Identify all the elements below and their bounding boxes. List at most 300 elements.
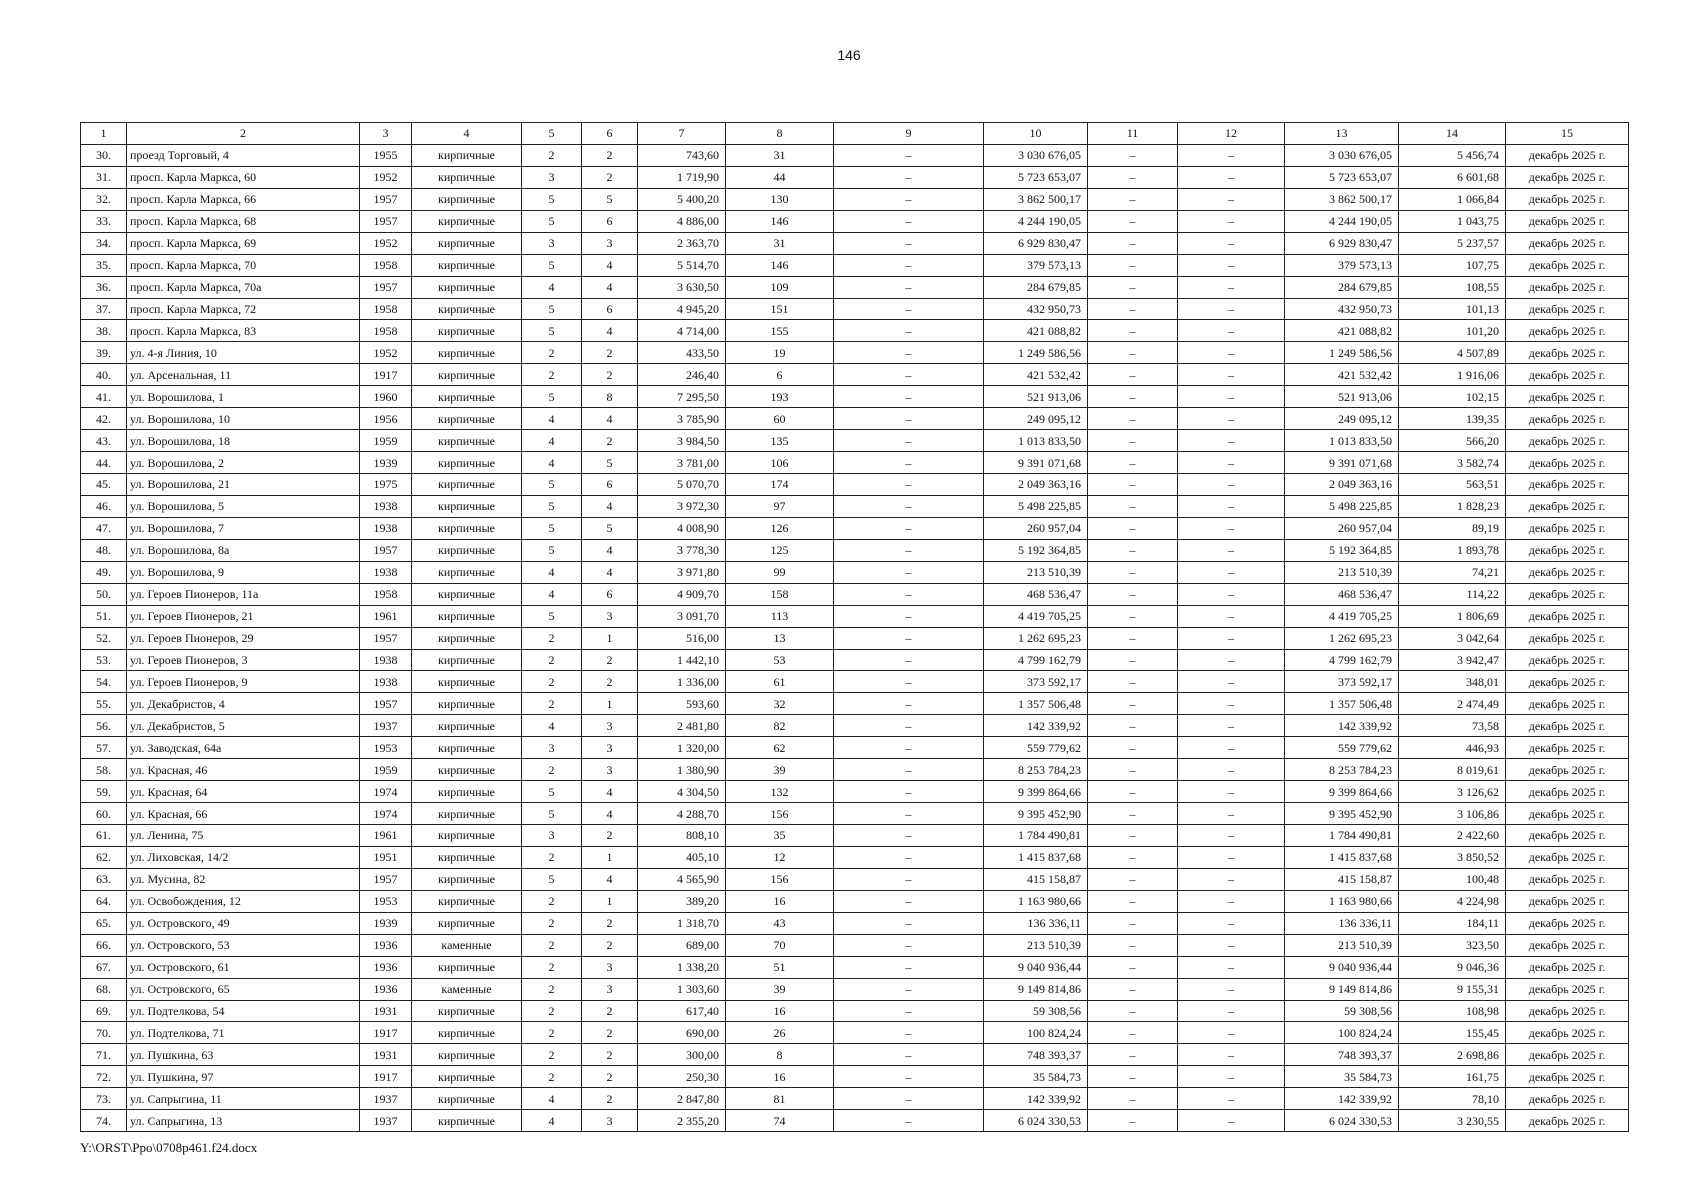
cell-col-9: – [834,452,984,474]
cell-col-11: – [1088,342,1178,364]
cell-col-5: 5 [522,517,582,539]
cell-col-11: – [1088,1088,1178,1110]
cell-col-2: ул. Декабристов, 4 [127,693,360,715]
cell-col-6: 1 [582,846,638,868]
cell-col-3: 1958 [360,320,412,342]
cell-col-1: 31. [81,166,127,188]
cell-col-7: 4 945,20 [638,298,726,320]
table-row [81,781,1629,803]
cell-col-6: 1 [582,693,638,715]
cell-col-3: 1953 [360,737,412,759]
table-row [81,144,1629,166]
cell-col-4: кирпичные [412,1088,522,1110]
cell-col-13: 213 510,39 [1285,561,1399,583]
cell-col-3: 1937 [360,1110,412,1132]
cell-col-6: 4 [582,781,638,803]
cell-col-3: 1958 [360,254,412,276]
cell-col-10: 4 799 162,79 [984,649,1088,671]
cell-col-14: 1 043,75 [1399,210,1506,232]
cell-col-13: 6 929 830,47 [1285,232,1399,254]
cell-col-12: – [1178,693,1285,715]
cell-col-7: 300,00 [638,1044,726,1066]
cell-col-5: 3 [522,166,582,188]
cell-col-7: 617,40 [638,1000,726,1022]
cell-col-3: 1931 [360,1000,412,1022]
cell-col-13: 4 419 705,25 [1285,605,1399,627]
cell-col-2: ул. Заводская, 64а [127,737,360,759]
cell-col-15: декабрь 2025 г. [1506,1000,1629,1022]
table-row [81,1022,1629,1044]
cell-col-4: кирпичные [412,1066,522,1088]
cell-col-6: 2 [582,1066,638,1088]
cell-col-5: 2 [522,890,582,912]
cell-col-9: – [834,1088,984,1110]
table-row [81,452,1629,474]
cell-col-7: 690,00 [638,1022,726,1044]
cell-col-1: 67. [81,956,127,978]
table-row [81,276,1629,298]
cell-col-9: – [834,1110,984,1132]
table-row [81,978,1629,1000]
cell-col-2: ул. Островского, 53 [127,934,360,956]
cell-col-10: 379 573,13 [984,254,1088,276]
column-header-6: 6 [582,123,638,145]
cell-col-1: 63. [81,868,127,890]
cell-col-1: 41. [81,386,127,408]
cell-col-3: 1952 [360,166,412,188]
cell-col-15: декабрь 2025 г. [1506,144,1629,166]
cell-col-9: – [834,386,984,408]
cell-col-10: 748 393,37 [984,1044,1088,1066]
cell-col-7: 389,20 [638,890,726,912]
cell-col-1: 71. [81,1044,127,1066]
cell-col-12: – [1178,166,1285,188]
cell-col-10: 1 415 837,68 [984,846,1088,868]
cell-col-3: 1917 [360,1022,412,1044]
cell-col-4: кирпичные [412,320,522,342]
cell-col-3: 1974 [360,781,412,803]
cell-col-9: – [834,561,984,583]
cell-col-15: декабрь 2025 г. [1506,495,1629,517]
cell-col-8: 97 [726,495,834,517]
cell-col-5: 4 [522,583,582,605]
column-header-10: 10 [984,123,1088,145]
cell-col-8: 16 [726,890,834,912]
cell-col-9: – [834,408,984,430]
cell-col-8: 39 [726,759,834,781]
cell-col-11: – [1088,474,1178,496]
cell-col-8: 158 [726,583,834,605]
column-header-9: 9 [834,123,984,145]
cell-col-13: 1 357 506,48 [1285,693,1399,715]
cell-col-1: 47. [81,517,127,539]
cell-col-12: – [1178,825,1285,847]
cell-col-2: ул. Героев Пионеров, 9 [127,671,360,693]
cell-col-14: 184,11 [1399,912,1506,934]
cell-col-7: 2 355,20 [638,1110,726,1132]
cell-col-7: 5 400,20 [638,188,726,210]
cell-col-7: 3 781,00 [638,452,726,474]
cell-col-7: 4 714,00 [638,320,726,342]
table-row [81,298,1629,320]
cell-col-3: 1957 [360,539,412,561]
cell-col-12: – [1178,715,1285,737]
table-row [81,495,1629,517]
cell-col-8: 8 [726,1044,834,1066]
cell-col-15: декабрь 2025 г. [1506,298,1629,320]
cell-col-11: – [1088,408,1178,430]
table-row [81,1066,1629,1088]
cell-col-8: 12 [726,846,834,868]
cell-col-12: – [1178,605,1285,627]
cell-col-5: 2 [522,649,582,671]
cell-col-7: 4 008,90 [638,517,726,539]
cell-col-2: ул. Красная, 46 [127,759,360,781]
cell-col-11: – [1088,232,1178,254]
cell-col-11: – [1088,166,1178,188]
cell-col-11: – [1088,1066,1178,1088]
cell-col-5: 5 [522,781,582,803]
cell-col-1: 51. [81,605,127,627]
cell-col-8: 156 [726,803,834,825]
cell-col-11: – [1088,583,1178,605]
cell-col-13: 5 498 225,85 [1285,495,1399,517]
cell-col-4: кирпичные [412,671,522,693]
housing-register-table [80,122,1629,1132]
cell-col-2: ул. Героев Пионеров, 29 [127,627,360,649]
table-row [81,1088,1629,1110]
cell-col-3: 1961 [360,825,412,847]
cell-col-6: 3 [582,759,638,781]
cell-col-12: – [1178,649,1285,671]
cell-col-10: 5 192 364,85 [984,539,1088,561]
cell-col-12: – [1178,539,1285,561]
cell-col-6: 3 [582,956,638,978]
table-row [81,693,1629,715]
cell-col-15: декабрь 2025 г. [1506,803,1629,825]
cell-col-6: 4 [582,408,638,430]
cell-col-11: – [1088,386,1178,408]
cell-col-10: 373 592,17 [984,671,1088,693]
cell-col-11: – [1088,693,1178,715]
cell-col-7: 3 778,30 [638,539,726,561]
cell-col-10: 3 862 500,17 [984,188,1088,210]
cell-col-8: 26 [726,1022,834,1044]
cell-col-12: – [1178,781,1285,803]
cell-col-5: 2 [522,934,582,956]
cell-col-9: – [834,693,984,715]
cell-col-12: – [1178,978,1285,1000]
cell-col-6: 2 [582,671,638,693]
cell-col-13: 379 573,13 [1285,254,1399,276]
cell-col-10: 9 399 864,66 [984,781,1088,803]
cell-col-5: 2 [522,1022,582,1044]
cell-col-3: 1974 [360,803,412,825]
cell-col-7: 4 288,70 [638,803,726,825]
cell-col-12: – [1178,1044,1285,1066]
cell-col-9: – [834,1022,984,1044]
cell-col-4: кирпичные [412,495,522,517]
cell-col-1: 39. [81,342,127,364]
cell-col-15: декабрь 2025 г. [1506,517,1629,539]
cell-col-4: кирпичные [412,386,522,408]
cell-col-3: 1937 [360,715,412,737]
cell-col-11: – [1088,912,1178,934]
cell-col-8: 51 [726,956,834,978]
cell-col-10: 213 510,39 [984,561,1088,583]
cell-col-11: – [1088,978,1178,1000]
cell-col-15: декабрь 2025 г. [1506,1044,1629,1066]
cell-col-13: 100 824,24 [1285,1022,1399,1044]
table-row [81,715,1629,737]
cell-col-6: 2 [582,912,638,934]
cell-col-14: 3 850,52 [1399,846,1506,868]
cell-col-13: 9 040 936,44 [1285,956,1399,978]
cell-col-8: 193 [726,386,834,408]
cell-col-8: 31 [726,144,834,166]
cell-col-8: 156 [726,868,834,890]
column-header-15: 15 [1506,123,1629,145]
cell-col-11: – [1088,298,1178,320]
cell-col-13: 4 244 190,05 [1285,210,1399,232]
cell-col-15: декабрь 2025 г. [1506,232,1629,254]
cell-col-7: 3 091,70 [638,605,726,627]
cell-col-13: 415 158,87 [1285,868,1399,890]
cell-col-8: 146 [726,210,834,232]
cell-col-11: – [1088,868,1178,890]
table-row [81,1044,1629,1066]
cell-col-7: 1 442,10 [638,649,726,671]
cell-col-7: 2 847,80 [638,1088,726,1110]
cell-col-13: 2 049 363,16 [1285,474,1399,496]
cell-col-9: – [834,649,984,671]
cell-col-6: 8 [582,386,638,408]
cell-col-4: кирпичные [412,144,522,166]
cell-col-7: 1 719,90 [638,166,726,188]
cell-col-15: декабрь 2025 г. [1506,934,1629,956]
cell-col-4: кирпичные [412,605,522,627]
cell-col-11: – [1088,517,1178,539]
cell-col-12: – [1178,254,1285,276]
cell-col-4: кирпичные [412,474,522,496]
cell-col-6: 2 [582,430,638,452]
cell-col-12: – [1178,430,1285,452]
cell-col-13: 521 913,06 [1285,386,1399,408]
cell-col-8: 125 [726,539,834,561]
cell-col-11: – [1088,1110,1178,1132]
document-file-path: Y:\ORST\Ppo\0708p461.f24.docx [80,1140,258,1155]
cell-col-12: – [1178,561,1285,583]
cell-col-9: – [834,912,984,934]
cell-col-6: 4 [582,495,638,517]
cell-col-11: – [1088,934,1178,956]
cell-col-9: – [834,166,984,188]
cell-col-5: 2 [522,978,582,1000]
cell-col-3: 1938 [360,649,412,671]
cell-col-11: – [1088,956,1178,978]
cell-col-10: 59 308,56 [984,1000,1088,1022]
cell-col-4: кирпичные [412,583,522,605]
cell-col-8: 74 [726,1110,834,1132]
cell-col-9: – [834,320,984,342]
cell-col-10: 421 532,42 [984,364,1088,386]
cell-col-1: 56. [81,715,127,737]
cell-col-5: 5 [522,868,582,890]
cell-col-12: – [1178,276,1285,298]
cell-col-6: 5 [582,452,638,474]
cell-col-3: 1959 [360,759,412,781]
cell-col-4: кирпичные [412,517,522,539]
cell-col-11: – [1088,890,1178,912]
cell-col-5: 5 [522,539,582,561]
cell-col-5: 2 [522,671,582,693]
cell-col-3: 1956 [360,408,412,430]
cell-col-12: – [1178,583,1285,605]
cell-col-13: 373 592,17 [1285,671,1399,693]
cell-col-4: кирпичные [412,210,522,232]
cell-col-4: кирпичные [412,1022,522,1044]
cell-col-3: 1936 [360,956,412,978]
cell-col-12: – [1178,232,1285,254]
cell-col-12: – [1178,364,1285,386]
cell-col-11: – [1088,605,1178,627]
cell-col-2: ул. Ворошилова, 5 [127,495,360,517]
cell-col-1: 37. [81,298,127,320]
cell-col-2: просп. Карла Маркса, 69 [127,232,360,254]
cell-col-1: 42. [81,408,127,430]
cell-col-12: – [1178,495,1285,517]
table-row [81,671,1629,693]
cell-col-6: 6 [582,474,638,496]
cell-col-5: 5 [522,474,582,496]
table-row [81,912,1629,934]
cell-col-14: 1 893,78 [1399,539,1506,561]
cell-col-4: кирпичные [412,956,522,978]
cell-col-3: 1958 [360,298,412,320]
cell-col-15: декабрь 2025 г. [1506,1088,1629,1110]
cell-col-14: 4 507,89 [1399,342,1506,364]
cell-col-4: кирпичные [412,364,522,386]
cell-col-5: 4 [522,452,582,474]
cell-col-2: ул. Героев Пионеров, 11а [127,583,360,605]
cell-col-13: 260 957,04 [1285,517,1399,539]
cell-col-7: 1 303,60 [638,978,726,1000]
cell-col-15: декабрь 2025 г. [1506,210,1629,232]
cell-col-6: 6 [582,298,638,320]
cell-col-8: 31 [726,232,834,254]
cell-col-5: 5 [522,386,582,408]
cell-col-7: 250,30 [638,1066,726,1088]
cell-col-15: декабрь 2025 г. [1506,342,1629,364]
cell-col-9: – [834,430,984,452]
cell-col-8: 155 [726,320,834,342]
cell-col-14: 1 916,06 [1399,364,1506,386]
cell-col-1: 62. [81,846,127,868]
cell-col-11: – [1088,144,1178,166]
cell-col-5: 3 [522,737,582,759]
cell-col-9: – [834,364,984,386]
cell-col-5: 4 [522,715,582,737]
cell-col-15: декабрь 2025 г. [1506,364,1629,386]
table-row [81,583,1629,605]
cell-col-7: 7 295,50 [638,386,726,408]
cell-col-15: декабрь 2025 г. [1506,386,1629,408]
cell-col-7: 246,40 [638,364,726,386]
cell-col-14: 3 942,47 [1399,649,1506,671]
cell-col-1: 70. [81,1022,127,1044]
cell-col-10: 5 498 225,85 [984,495,1088,517]
cell-col-15: декабрь 2025 г. [1506,320,1629,342]
cell-col-11: – [1088,825,1178,847]
cell-col-2: ул. Ленина, 75 [127,825,360,847]
cell-col-7: 4 909,70 [638,583,726,605]
cell-col-11: – [1088,1044,1178,1066]
cell-col-8: 62 [726,737,834,759]
table-row [81,759,1629,781]
cell-col-2: ул. Ворошилова, 7 [127,517,360,539]
cell-col-8: 106 [726,452,834,474]
cell-col-7: 3 984,50 [638,430,726,452]
cell-col-10: 9 149 814,86 [984,978,1088,1000]
cell-col-6: 4 [582,539,638,561]
cell-col-4: кирпичные [412,166,522,188]
cell-col-14: 566,20 [1399,430,1506,452]
cell-col-5: 5 [522,254,582,276]
cell-col-10: 142 339,92 [984,715,1088,737]
cell-col-13: 1 784 490,81 [1285,825,1399,847]
cell-col-14: 4 224,98 [1399,890,1506,912]
cell-col-9: – [834,342,984,364]
table-row [81,846,1629,868]
cell-col-9: – [834,232,984,254]
cell-col-10: 260 957,04 [984,517,1088,539]
page-number: 146 [837,47,861,63]
cell-col-7: 4 304,50 [638,781,726,803]
cell-col-14: 3 042,64 [1399,627,1506,649]
cell-col-7: 3 785,90 [638,408,726,430]
cell-col-12: – [1178,408,1285,430]
cell-col-1: 38. [81,320,127,342]
cell-col-14: 78,10 [1399,1088,1506,1110]
cell-col-9: – [834,254,984,276]
cell-col-9: – [834,781,984,803]
cell-col-12: – [1178,144,1285,166]
cell-col-15: декабрь 2025 г. [1506,759,1629,781]
cell-col-6: 2 [582,166,638,188]
cell-col-9: – [834,846,984,868]
cell-col-8: 19 [726,342,834,364]
cell-col-9: – [834,188,984,210]
cell-col-14: 348,01 [1399,671,1506,693]
cell-col-3: 1957 [360,693,412,715]
cell-col-1: 33. [81,210,127,232]
cell-col-2: проезд Торговый, 4 [127,144,360,166]
cell-col-8: 82 [726,715,834,737]
cell-col-4: кирпичные [412,452,522,474]
cell-col-6: 4 [582,320,638,342]
cell-col-2: ул. Освобождения, 12 [127,890,360,912]
cell-col-3: 1952 [360,342,412,364]
cell-col-8: 126 [726,517,834,539]
cell-col-13: 3 030 676,05 [1285,144,1399,166]
cell-col-10: 521 913,06 [984,386,1088,408]
cell-col-10: 421 088,82 [984,320,1088,342]
cell-col-10: 5 723 653,07 [984,166,1088,188]
cell-col-5: 3 [522,825,582,847]
cell-col-9: – [834,144,984,166]
cell-col-3: 1938 [360,495,412,517]
cell-col-3: 1975 [360,474,412,496]
